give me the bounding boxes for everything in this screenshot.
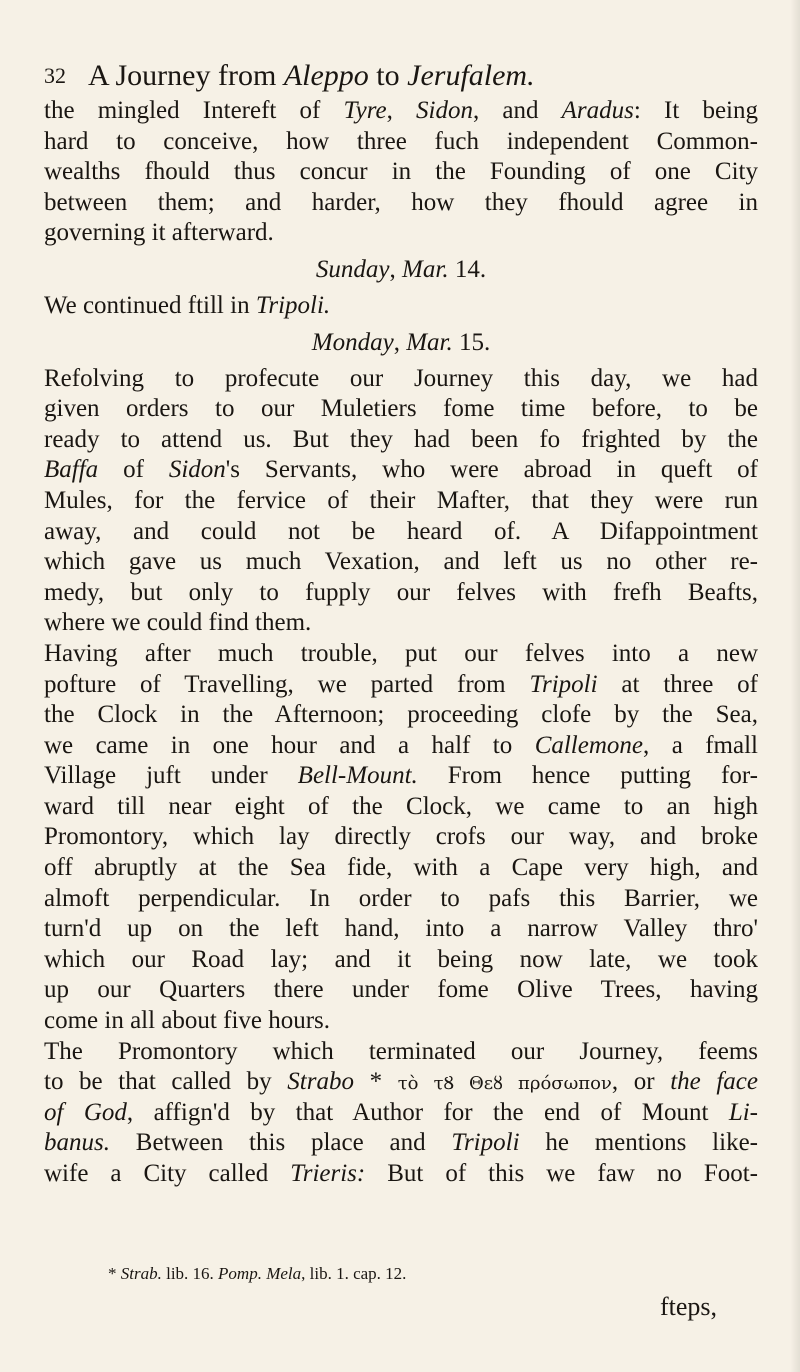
catchword: fteps, bbox=[660, 1292, 718, 1321]
text-line: between them; and harder, how they fhould agree in bbox=[44, 188, 758, 216]
text-line: we came in one hour and a half to Callemone, a fmall bbox=[44, 731, 758, 759]
text-line: up our Quarters there under fome Olive Trees, having bbox=[44, 976, 758, 1004]
header-title-aleppo: Aleppo bbox=[283, 59, 369, 92]
text-line: where we could find them. bbox=[44, 609, 312, 637]
header-title-jerusalem: Jerufalem. bbox=[407, 59, 535, 92]
text-line: wife a City called Trieris: But of this we faw no Foot- bbox=[44, 1160, 758, 1187]
text-line: wealths fhould thus concur in the Founding of one City bbox=[44, 158, 758, 186]
text-line: away, and could not be heard of. A Difappointment bbox=[44, 517, 758, 545]
text-line: Refolving to profecute our Journey this day, we had bbox=[44, 364, 758, 392]
date-heading-sunday: Sunday, Mar. 14. bbox=[315, 255, 487, 283]
text-line: which our Road lay; and it being now late, we took bbox=[44, 945, 758, 973]
text-line: medy, but only to fupply our felves with frefh Beafts, bbox=[44, 578, 758, 606]
text-line: almoft perpendicular. In order to pafs this Barrier, we bbox=[44, 884, 758, 912]
text-line: Village juft under Bell-Mount. From hence putting for- bbox=[44, 762, 758, 790]
text-line: ward till near eight of the Clock, we came to an high bbox=[44, 792, 758, 820]
page-number: 32 bbox=[44, 63, 66, 88]
footnote: * Strab. lib. 16. Pomp. Mela, lib. 1. cap. 12. bbox=[108, 1264, 407, 1283]
text-line: Having after much trouble, put our felves into a new bbox=[44, 639, 758, 667]
text-line: The Promontory which terminated our Journey, feems bbox=[44, 1037, 758, 1065]
text-line: pofture of Travelling, we parted from Tripoli at three of bbox=[44, 670, 758, 698]
text-line: turn'd up on the left hand, into a narrow Valley thro' bbox=[44, 915, 758, 943]
text-line: off abruptly at the Sea fide, with a Cape very high, and bbox=[44, 854, 758, 882]
text-line: hard to conceive, how three fuch independent Common- bbox=[44, 127, 758, 155]
running-header bbox=[44, 58, 764, 94]
text-line: of God, affign'd by that Author for the end of Mount Li- bbox=[44, 1098, 758, 1126]
text-line: ready to attend us. But they had been fo frighted by the bbox=[44, 425, 758, 453]
text-line: governing it afterward. bbox=[44, 219, 274, 247]
text-line: banus. Between this place and Tripoli he mentions like- bbox=[44, 1129, 758, 1157]
text-line: which gave us much Vexation, and left us no other re- bbox=[44, 548, 758, 576]
text-line: come in all about five hours. bbox=[44, 1007, 331, 1035]
text-line: We continued ftill in Tripoli. bbox=[44, 291, 331, 319]
greek-phrase: τὸ τȢ Θεȣ πρόσωπον bbox=[397, 1073, 612, 1095]
page-body bbox=[44, 96, 758, 1190]
text-line: to be that called by Strabo * τὸ τȢ Θεȣ πρόσωπον, or the face bbox=[44, 1068, 758, 1096]
text-line: Mules, for the fervice of their Mafter, that they were run bbox=[44, 486, 758, 514]
page-edge-shadow bbox=[790, 0, 800, 1372]
header-title-to: to bbox=[368, 59, 408, 92]
text-line: Baffa of Sidon's Servants, who were abroad in queft of bbox=[44, 456, 758, 484]
header-title-prefix: A Journey from bbox=[88, 59, 284, 92]
text-line: the mingled Intereft of Tyre, Sidon, and Aradus: It being bbox=[44, 97, 758, 124]
text-line: given orders to our Muletiers fome time before, to be bbox=[44, 395, 758, 423]
text-line: Promontory, which lay directly crofs our way, and broke bbox=[44, 823, 758, 851]
date-heading-monday: Monday, Mar. 15. bbox=[311, 328, 491, 356]
text-line: the Clock in the Afternoon; proceeding clofe by the Sea, bbox=[44, 701, 758, 729]
